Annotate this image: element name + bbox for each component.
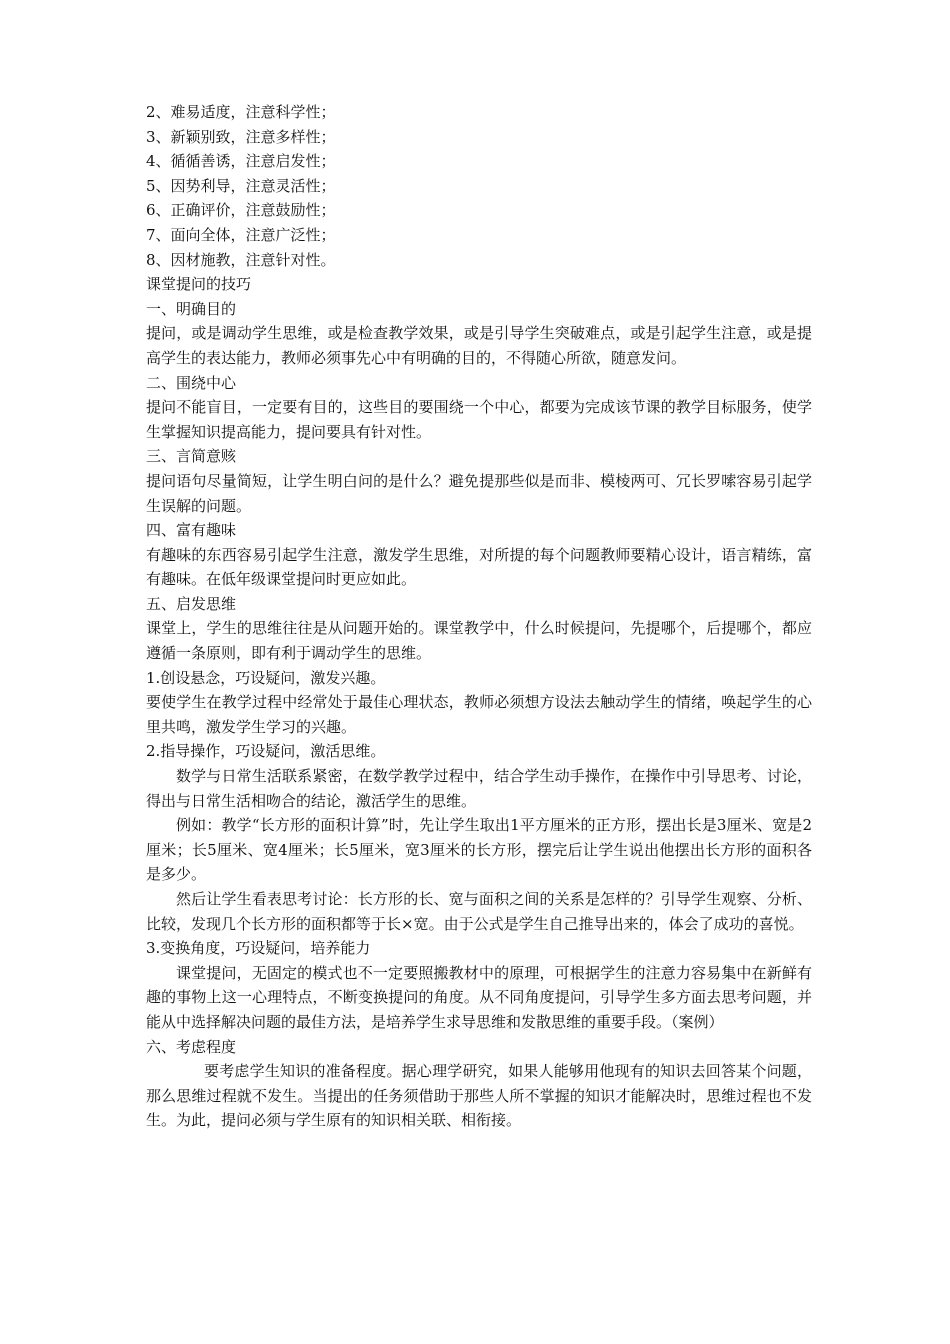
principle-item: 3、新颖别致，注意多样性； (146, 127, 336, 146)
section-title: 课堂提问的技巧 (146, 275, 252, 294)
subsection-heading: 3.变换角度，巧设疑问，培养能力 (146, 939, 371, 958)
subsection-heading: 2.指导操作，巧设疑问，激活思维。 (146, 742, 386, 761)
subsection-body: 然后让学生看表思考讨论：长方形的长、宽与面积之间的关系是怎样的？引导学生观察、分析、比较，发现几个长方形的面积都等于长×宽。由于公式是学生自己推导出来的，体会了成功的喜悦。 (146, 890, 812, 933)
section-heading: 四、富有趣味 (146, 521, 237, 540)
principle-item: 6、正确评价，注意鼓励性； (146, 201, 336, 220)
section-body: 提问，或是调动学生思维，或是检查教学效果，或是引导学生突破难点，或是引起学生注意，或是提高学生的表达能力，教师必须事先心中有明确的目的，不得随心所欲，随意发问。 (146, 324, 812, 367)
section-body: 课堂上，学生的思维往往是从问题开始的。课堂教学中，什么时候提问，先提哪个，后提哪个，都应遵循一条原则，即有利于调动学生的思维。 (146, 619, 812, 663)
section-heading: 一、明确目的 (146, 299, 237, 318)
section-heading: 二、围绕中心 (146, 373, 237, 392)
subsection-body: 课堂提问，无固定的模式也不一定要照搬教材中的原理，可根据学生的注意力容易集中在新鲜有趣的事物上这一心理特点，不断变换提问的角度。从不同角度提问，引导学生多方面去思考问题，并能从中选择解决问题的最佳方法，是培养学生求导思维和发散思维的重要手段。（案例） (146, 963, 812, 1031)
section-heading: 五、启发思维 (146, 594, 237, 613)
principle-item: 2、难易适度，注意科学性； (146, 103, 336, 121)
section-body: 有趣味的东西容易引起学生注意，激发学生思维，对所提的每个问题教师要精心设计，语言精练，富有趣味。在低年级课堂提问时更应如此。 (146, 545, 812, 589)
section-body: 提问语句尽量简短，让学生明白问的是什么？避免提那些似是而非、模棱两可、冗长罗嗦容易引起学生误解的问题。 (146, 471, 812, 515)
section-body: 要考虑学生知识的准备程度。据心理学研究，如果人能够用他现有的知识去回答某个问题，那么思维过程就不发生。当提出的任务须借助于那些人所不掌握的知识才能解决时，思维过程也不发生。为此，提问必须与学生原有的知识相关联、相衔接。 (146, 1062, 812, 1130)
section-heading: 六、考虑程度 (146, 1037, 237, 1056)
principle-item: 4、循循善诱，注意启发性； (146, 152, 336, 171)
section-heading: 三、言简意赅 (146, 447, 237, 466)
subsection-body: 数学与日常生活联系紧密，在数学教学过程中，结合学生动手操作，在操作中引导思考、讨论，得出与日常生活相吻合的结论，激活学生的思维。 (146, 767, 812, 810)
subsection-heading: 1.创设悬念，巧设疑问，激发兴趣。 (146, 668, 386, 687)
principle-item: 8、因材施教，注意针对性。 (146, 250, 336, 269)
section-body: 提问不能盲目，一定要有目的，这些目的要围绕一个中心，都要为完成该节课的教学目标服务，使学生掌握知识提高能力，提问要具有针对性。 (146, 398, 812, 441)
principle-item: 5、因势利导，注意灵活性； (146, 176, 336, 195)
subsection-body: 例如：教学“长方形的面积计算”时，先让学生取出1平方厘米的正方形，摆出长是3厘米、宽是2厘米；长5厘米、宽4厘米；长5厘米，宽3厘米的长方形，摆完后让学生说出他摆出长方形的面积各是多少。 (146, 816, 812, 884)
principle-item: 7、面向全体，注意广泛性； (146, 225, 336, 244)
subsection-body: 要使学生在教学过程中经常处于最佳心理状态，教师必须想方设法去触动学生的情绪，唤起学生的心里共鸣，激发学生学习的兴趣。 (146, 693, 812, 736)
